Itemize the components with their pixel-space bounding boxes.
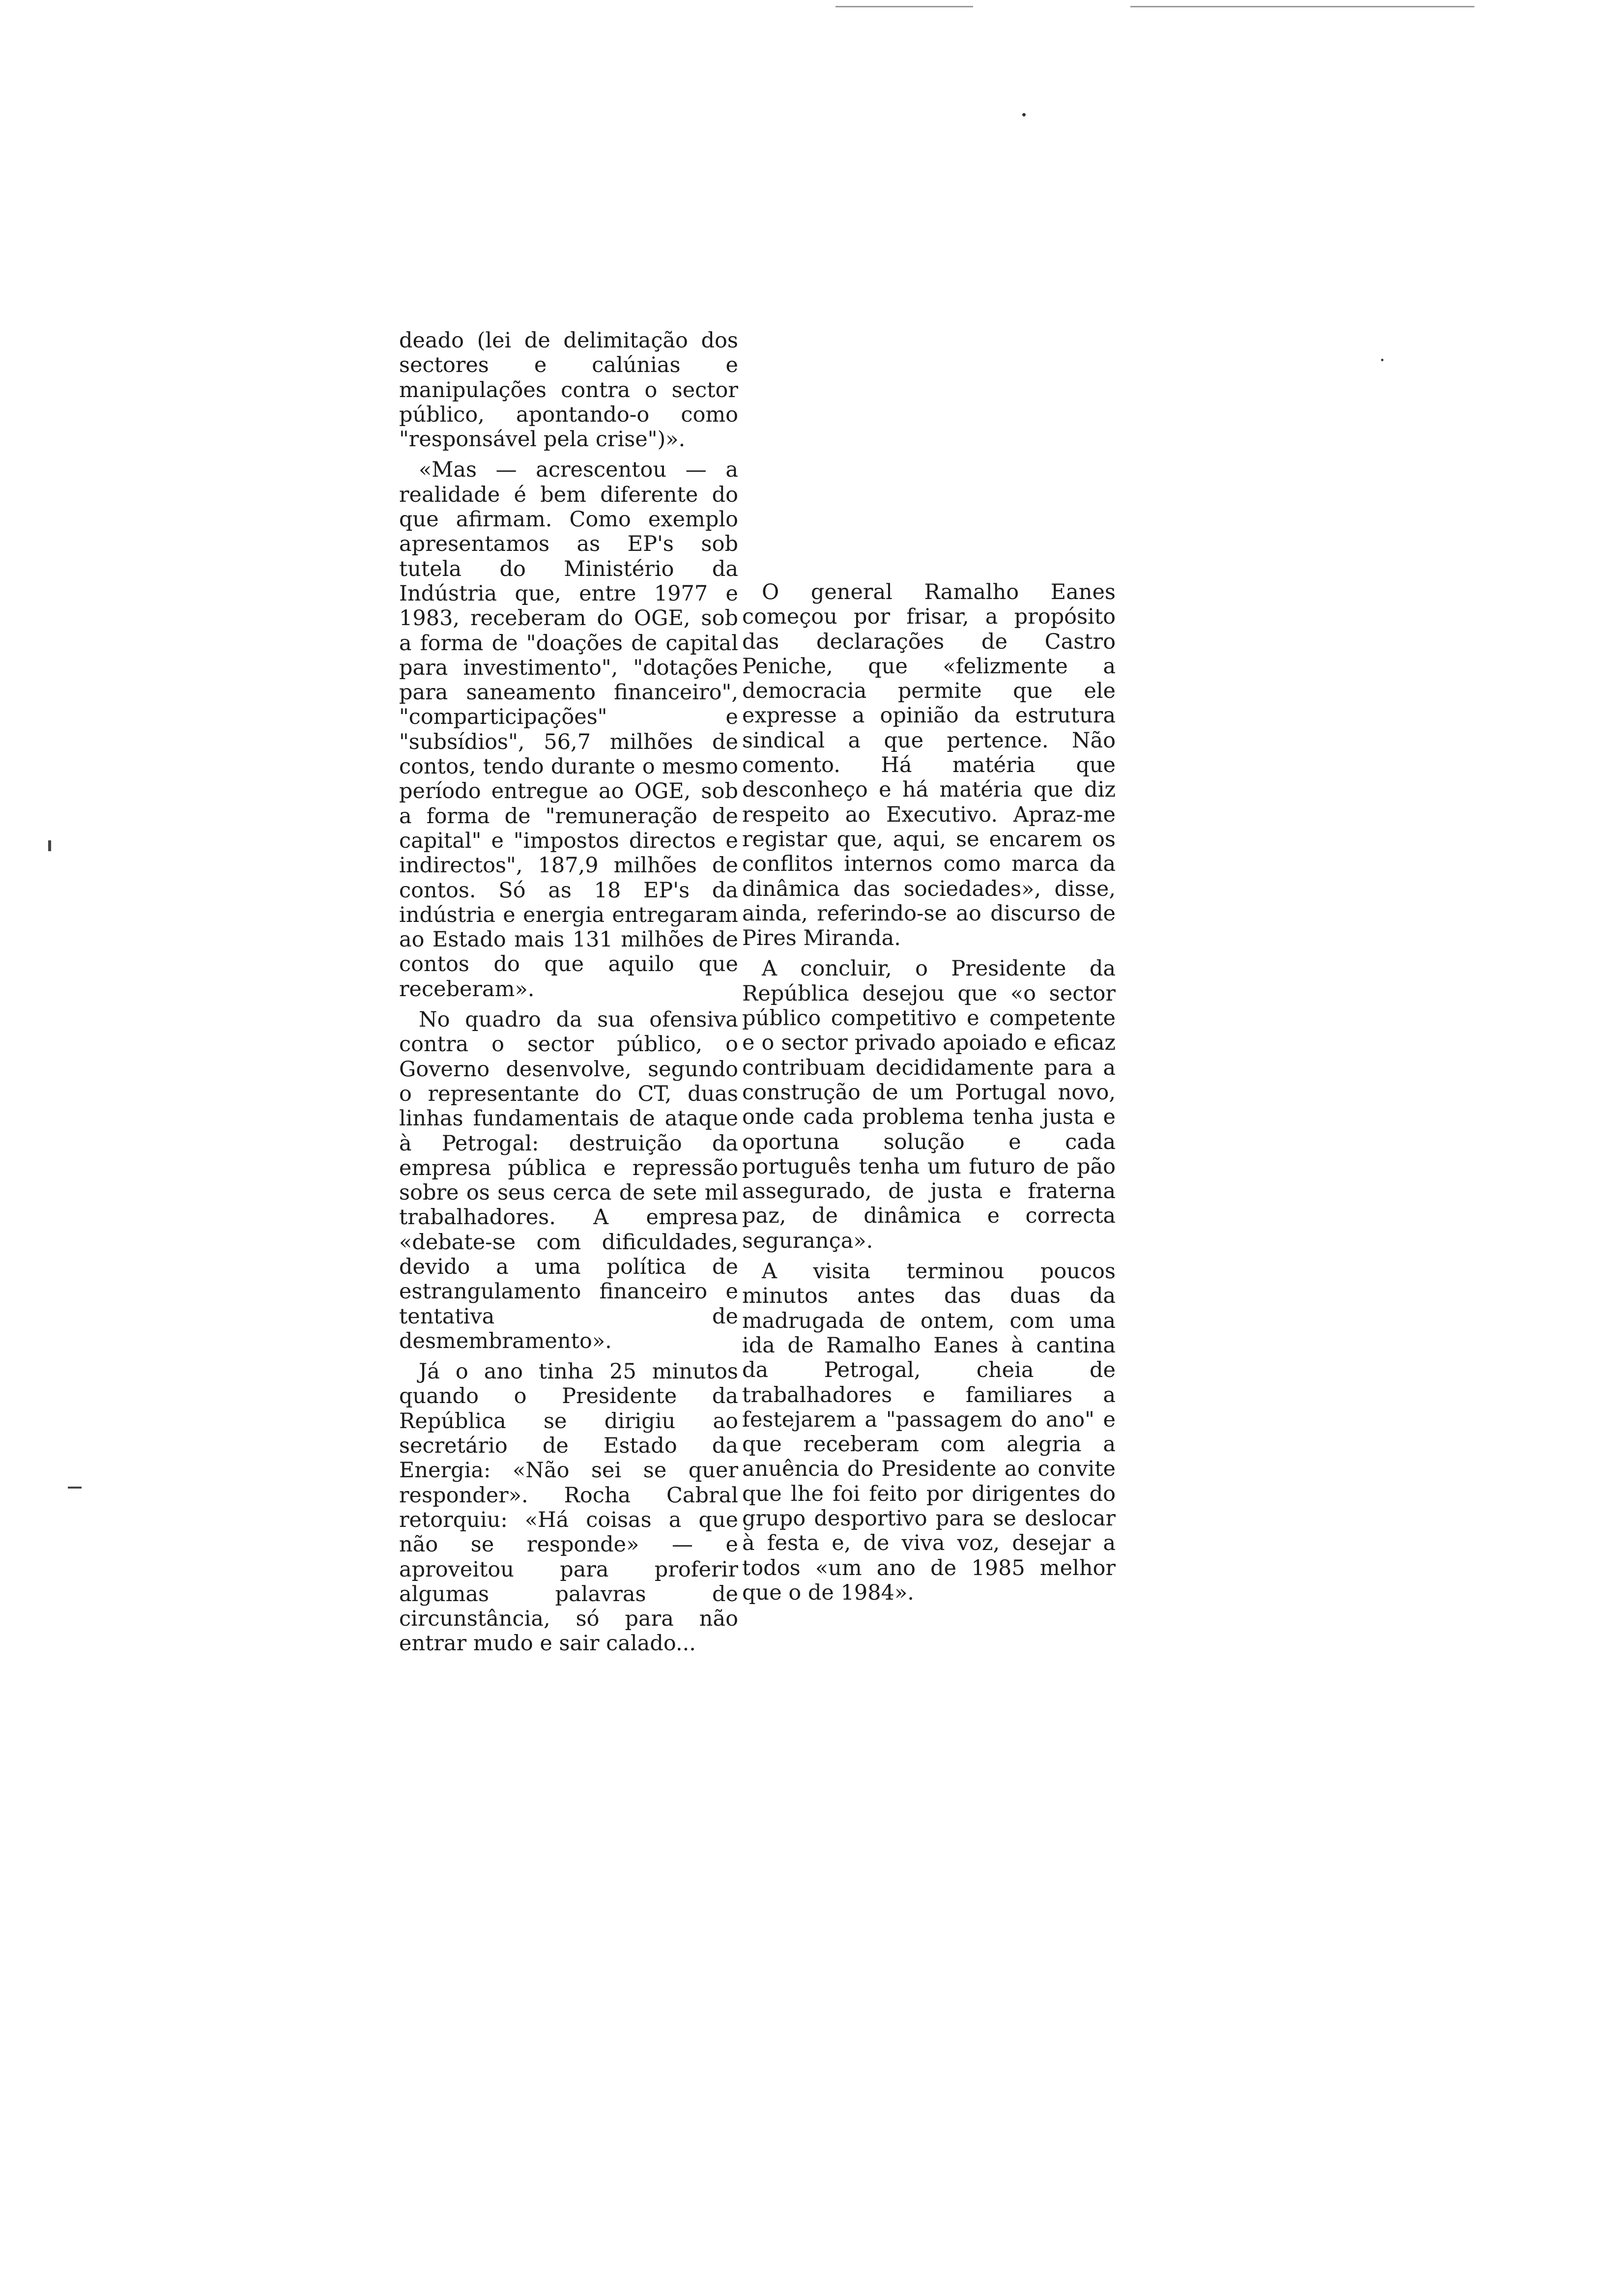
paragraph: A concluir, o Presidente da República desejou que «o sector público competitivo e competente e o sector privado apoiado e eficaz contribuam decididamente para a construção de um Portugal novo, onde cada problema tenha justa e oportuna solução e cada português tenha um futuro de pão assegurado, de justa e fraterna paz, de dinâmica e correcta segurança». <box>742 956 1116 1253</box>
paragraph: «Mas — acrescentou — a realidade é bem diferente do que afirmam. Como exemplo apresentamos as EP's sob tutela do Ministério da Indústria que, entre 1977 e 1983, receberam do OGE, sob a forma de "doações de capital para investimento", "dotações para saneamento financeiro", "comparticipações" e "subsídios", 56,7 milhões de contos, tendo durante o mesmo período entregue ao OGE, sob a forma de "remuneração de capital" e "impostos directos e indirectos", 187,9 milhões de contos. Só as 18 EP's da indústria e energia entregaram ao Estado mais 131 milhões de contos do que aquilo que receberam». <box>399 458 738 1002</box>
scan-speck <box>1022 113 1026 116</box>
paragraph: No quadro da sua ofensiva contra o sector público, o Governo desenvolve, segundo o representante do CT, duas linhas fundamentais de ataque à Petrogal: destruição da empresa pública e repressão sobre os seus cerca de sete mil trabalhadores. A empresa «debate-se com dificuldades, devido a uma política de estrangulamento financeiro e tentativa de desmembramento». <box>399 1007 738 1353</box>
paragraph: A visita terminou poucos minutos antes das duas da madrugada de ontem, com uma ida de Ramalho Eanes à cantina da Petrogal, cheia de trabalhadores e familiares a festejarem a "passagem do ano" e que receberam com alegria a anuência do Presidente ao convite que lhe foi feito por dirigentes do grupo desportivo para se deslocar à festa e, de viva voz, desejar a todos «um ano de 1985 melhor que o de 1984». <box>742 1259 1116 1605</box>
paragraph: O general Ramalho Eanes começou por frisar, a propósito das declarações de Castro Peniche, que «felizmente a democracia permite que ele expresse a opinião da estrutura sindical a que pertence. Não comento. Há matéria que desconheço e há matéria que diz respeito ao Executivo. Apraz-me registar que, aqui, se encarem os conflitos internos como marca da dinâmica das sociedades», disse, ainda, referindo-se ao discurso de Pires Miranda. <box>742 580 1116 951</box>
margin-mark <box>48 840 51 851</box>
paragraph: Já o ano tinha 25 minutos quando o Presidente da República se dirigiu ao secretário de Estado da Energia: «Não sei se quer responder». Rocha Cabral retorquiu: «Há coisas a que não se responde» — e aproveitou para proferir algumas palavras de circunstância, só para não entrar mudo e sair calado... <box>399 1359 738 1656</box>
scan-speck <box>1381 359 1383 361</box>
right-column <box>742 580 1116 1611</box>
margin-mark <box>68 1487 82 1489</box>
scan-edge-line-right <box>1130 6 1474 7</box>
left-column <box>399 328 738 1662</box>
paragraph: deado (lei de delimitação dos sectores e calúnias e manipulações contra o sector público, apontando-o como "responsável pela crise")». <box>399 328 738 452</box>
scan-edge-line-left <box>835 6 973 7</box>
